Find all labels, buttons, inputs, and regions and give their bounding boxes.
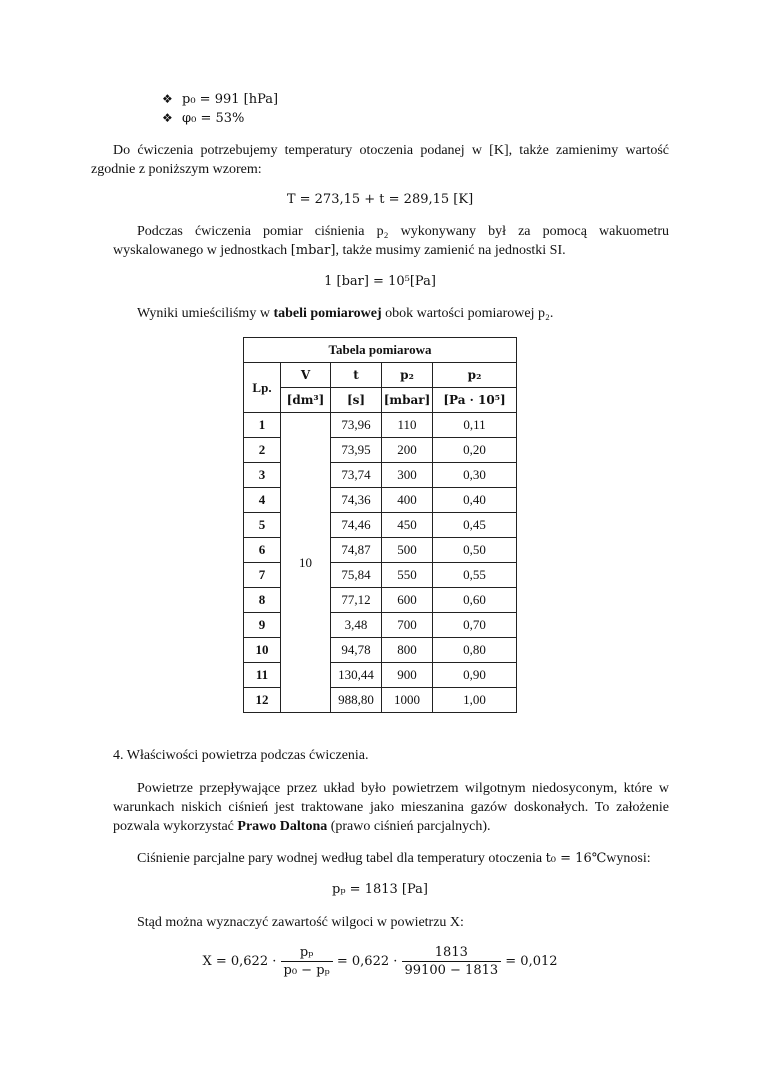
bullet-p0 — [162, 92, 278, 108]
cell-t: 130,44 — [331, 663, 382, 688]
paragraph-4-text: pozwala wykorzystać — [113, 819, 238, 834]
fraction-1-denominator: p₀ − pₚ — [281, 961, 333, 979]
cell-t: 74,36 — [331, 488, 382, 513]
cell-p-mbar: 200 — [382, 438, 433, 463]
measurement-table — [243, 337, 517, 713]
header-p2-pa: p₂ — [433, 363, 517, 388]
cell-p-pa: 1,00 — [433, 688, 517, 713]
paragraph-5 — [137, 851, 651, 867]
cell-lp: 5 — [244, 513, 281, 538]
cell-p-mbar: 300 — [382, 463, 433, 488]
cell-t: 73,74 — [331, 463, 382, 488]
cell-lp: 1 — [244, 413, 281, 438]
formula-x-mid: = 0,622 · — [336, 954, 398, 969]
bullet-icon: ❖ — [162, 92, 173, 106]
paragraph-4-line-2: warunkach niskich ciśnień jest traktowane jako mieszanina gazów doskonałych. To założenie — [113, 800, 669, 815]
formula-bar-to-pa: 1 [bar] = 10⁵[Pa] — [324, 274, 436, 289]
cell-p-mbar: 800 — [382, 638, 433, 663]
cell-v-merged: 10 — [281, 413, 331, 713]
bullet-text: p₀ = 991 [hPa] — [182, 92, 279, 107]
formula-pp: pₚ = 1813 [Pa] — [332, 882, 428, 897]
cell-lp: 7 — [244, 563, 281, 588]
cell-lp: 12 — [244, 688, 281, 713]
header-t: t — [331, 363, 382, 388]
header-lp: Lp. — [244, 363, 281, 413]
cell-lp: 10 — [244, 638, 281, 663]
cell-t: 3,48 — [331, 613, 382, 638]
cell-p-mbar: 500 — [382, 538, 433, 563]
paragraph-4-text-end: (prawo ciśnień parcjalnych). — [327, 819, 491, 834]
bullet-text: φ₀ = 53% — [182, 111, 245, 126]
cell-p-pa: 0,45 — [433, 513, 517, 538]
paragraph-2-line-1: Podczas ćwiczenia pomiar ciśnienia p₂ wykonywany był za pomocą wakuometru — [137, 224, 669, 239]
unit-p2-mbar: [mbar] — [382, 388, 433, 413]
paragraph-4-line-3 — [113, 819, 491, 835]
cell-p-pa: 0,60 — [433, 588, 517, 613]
cell-t: 988,80 — [331, 688, 382, 713]
cell-p-mbar: 700 — [382, 613, 433, 638]
table-row — [244, 413, 517, 438]
formula-x-lhs: X = 0,622 · — [202, 954, 277, 969]
unit-v: [dm³] — [281, 388, 331, 413]
cell-p-pa: 0,70 — [433, 613, 517, 638]
cell-p-pa: 0,30 — [433, 463, 517, 488]
paragraph-1-line-1: Do ćwiczenia potrzebujemy temperatury otoczenia podanej w [K], także zamienimy wartość — [113, 143, 669, 158]
bullet-phi0 — [162, 111, 244, 127]
formula-x-fraction-2 — [402, 944, 502, 979]
paragraph-4-line-1: Powietrze przepływające przez układ było powietrzem wilgotnym niedosyconym, które w — [137, 781, 669, 796]
cell-t: 73,96 — [331, 413, 382, 438]
cell-lp: 6 — [244, 538, 281, 563]
header-v: V — [281, 363, 331, 388]
formula-temperature: T = 273,15 + t = 289,15 [K] — [286, 192, 474, 207]
formula-x-fraction-1 — [281, 944, 333, 979]
table-title: Tabela pomiarowa — [244, 338, 517, 363]
cell-p-mbar: 900 — [382, 663, 433, 688]
paragraph-2-line-2 — [113, 243, 566, 259]
fraction-2-denominator: 99100 − 1813 — [402, 961, 502, 979]
cell-p-mbar: 600 — [382, 588, 433, 613]
cell-p-mbar: 110 — [382, 413, 433, 438]
paragraph-3-bold: tabeli pomiarowej — [273, 306, 382, 321]
cell-lp: 9 — [244, 613, 281, 638]
cell-t: 75,84 — [331, 563, 382, 588]
cell-lp: 3 — [244, 463, 281, 488]
bullet-icon: ❖ — [162, 111, 173, 125]
cell-p-pa: 0,11 — [433, 413, 517, 438]
paragraph-5-text-end: wynosi: — [606, 851, 651, 866]
cell-lp: 2 — [244, 438, 281, 463]
paragraph-1-line-2: zgodnie z poniższym wzorem: — [91, 162, 262, 177]
cell-p-pa: 0,80 — [433, 638, 517, 663]
cell-p-pa: 0,20 — [433, 438, 517, 463]
formula-t0: t₀ = 16℃ — [545, 851, 607, 866]
paragraph-3 — [137, 306, 553, 322]
unit-mbar: [mbar] — [290, 243, 336, 258]
unit-p2-pa: [Pa · 10⁵] — [433, 388, 517, 413]
formula-x-rhs: = 0,012 — [505, 954, 558, 969]
cell-p-mbar: 450 — [382, 513, 433, 538]
cell-p-mbar: 1000 — [382, 688, 433, 713]
paragraph-6: Stąd można wyznaczyć zawartość wilgoci w powietrzu X: — [137, 915, 464, 930]
paragraph-2-text: wyskalowanego w jednostkach — [113, 243, 291, 258]
header-p2-mbar: p₂ — [382, 363, 433, 388]
fraction-2-numerator: 1813 — [434, 945, 468, 960]
cell-p-mbar: 400 — [382, 488, 433, 513]
section-4-heading: 4. Właściwości powietrza podczas ćwiczenia. — [113, 748, 369, 763]
cell-t: 74,46 — [331, 513, 382, 538]
cell-lp: 4 — [244, 488, 281, 513]
cell-p-pa: 0,50 — [433, 538, 517, 563]
cell-p-pa: 0,40 — [433, 488, 517, 513]
paragraph-3-text: Wyniki umieściliśmy w — [137, 306, 274, 321]
unit-t: [s] — [331, 388, 382, 413]
paragraph-4-bold: Prawo Daltona — [237, 819, 328, 834]
cell-p-pa: 0,90 — [433, 663, 517, 688]
paragraph-5-text: Ciśnienie parcjalne pary wodnej według tabel dla temperatury otoczenia — [137, 851, 546, 866]
cell-lp: 11 — [244, 663, 281, 688]
fraction-1-numerator: pₚ — [299, 945, 314, 960]
cell-t: 94,78 — [331, 638, 382, 663]
cell-t: 74,87 — [331, 538, 382, 563]
cell-lp: 8 — [244, 588, 281, 613]
cell-p-pa: 0,55 — [433, 563, 517, 588]
cell-t: 77,12 — [331, 588, 382, 613]
formula-x — [0, 944, 760, 979]
paragraph-2-text-end: , także musimy zamienić na jednostki SI. — [335, 243, 566, 258]
cell-t: 73,95 — [331, 438, 382, 463]
cell-p-mbar: 550 — [382, 563, 433, 588]
paragraph-3-text-end: obok wartości pomiarowej p₂. — [381, 306, 554, 321]
